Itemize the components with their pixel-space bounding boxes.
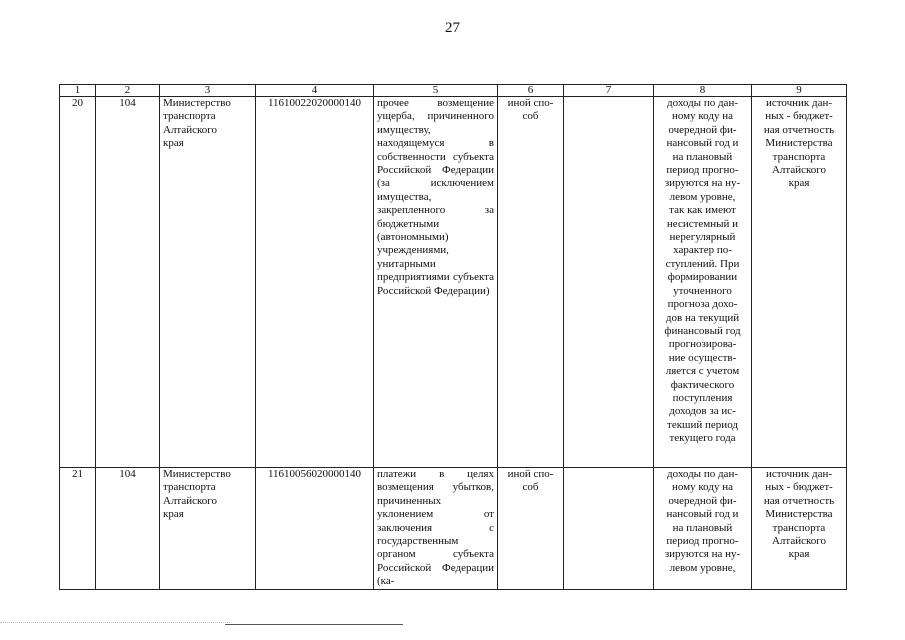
administrator-name: Министерство транспорта Алтайского края bbox=[160, 468, 256, 590]
column-number-header bbox=[60, 85, 847, 97]
forecast-description: доходы по дан- ному коду на очередной фи- нансовый год и на плановый период прогно- зируются на ну- левом уровне, bbox=[654, 468, 752, 590]
footnote-divider bbox=[225, 624, 403, 625]
col-header-4: 4 bbox=[256, 85, 374, 97]
revenue-name: платежи в целях возмещения убытков, причиненных уклонением от заключения с государственным органом субъекта Российской Федерации (ка- bbox=[374, 468, 498, 590]
administrator-code: 104 bbox=[96, 97, 160, 468]
row-number: 21 bbox=[60, 468, 96, 590]
revenue-code: 11610056020000140 bbox=[256, 468, 374, 590]
forecast-method: иной спо- соб bbox=[498, 468, 564, 590]
page-number: 27 bbox=[445, 20, 460, 36]
col-header-9: 9 bbox=[752, 85, 847, 97]
revenue-forecast-table bbox=[59, 84, 847, 590]
col-header-8: 8 bbox=[654, 85, 752, 97]
col-header-2: 2 bbox=[96, 85, 160, 97]
row-number: 20 bbox=[60, 97, 96, 468]
col-header-1: 1 bbox=[60, 85, 96, 97]
table-row bbox=[60, 468, 847, 590]
col-header-7: 7 bbox=[564, 85, 654, 97]
forecast-method: иной спо- соб bbox=[498, 97, 564, 468]
administrator-name: Министерство транспорта Алтайского края bbox=[160, 97, 256, 468]
administrator-code: 104 bbox=[96, 468, 160, 590]
revenue-code: 11610022020000140 bbox=[256, 97, 374, 468]
col-header-5: 5 bbox=[374, 85, 498, 97]
col-header-3: 3 bbox=[160, 85, 256, 97]
formula-cell bbox=[564, 97, 654, 468]
formula-cell bbox=[564, 468, 654, 590]
data-source: источник дан- ных - бюджет- ная отчетность Министерства транспорта Алтайского края bbox=[752, 97, 847, 468]
col-header-6: 6 bbox=[498, 85, 564, 97]
table-row bbox=[60, 97, 847, 468]
data-source: источник дан- ных - бюджет- ная отчетность Министерства транспорта Алтайского края bbox=[752, 468, 847, 590]
revenue-name: прочее возмещение ущерба, причиненного имуществу, находящемуся в собственности субъекта Российской Федерации (за исключением имущества, закрепленного за бюджетными (автономными) учреждениями, унитарными предприятиями субъекта Российской Федерации) bbox=[374, 97, 498, 468]
forecast-description: доходы по дан- ному коду на очередной фи- нансовый год и на плановый период прогно- зируются на ну- левом уровне, так как имеют несистемный и нерегулярный характер по- ступлений. При формировании уточненного прогноза дохо- дов на текущий финансовый год прогнозирова- ние осуществ- ляется с учетом фактического поступления доходов за ис- текший период текущего года bbox=[654, 97, 752, 468]
scan-artifact bbox=[0, 622, 230, 627]
